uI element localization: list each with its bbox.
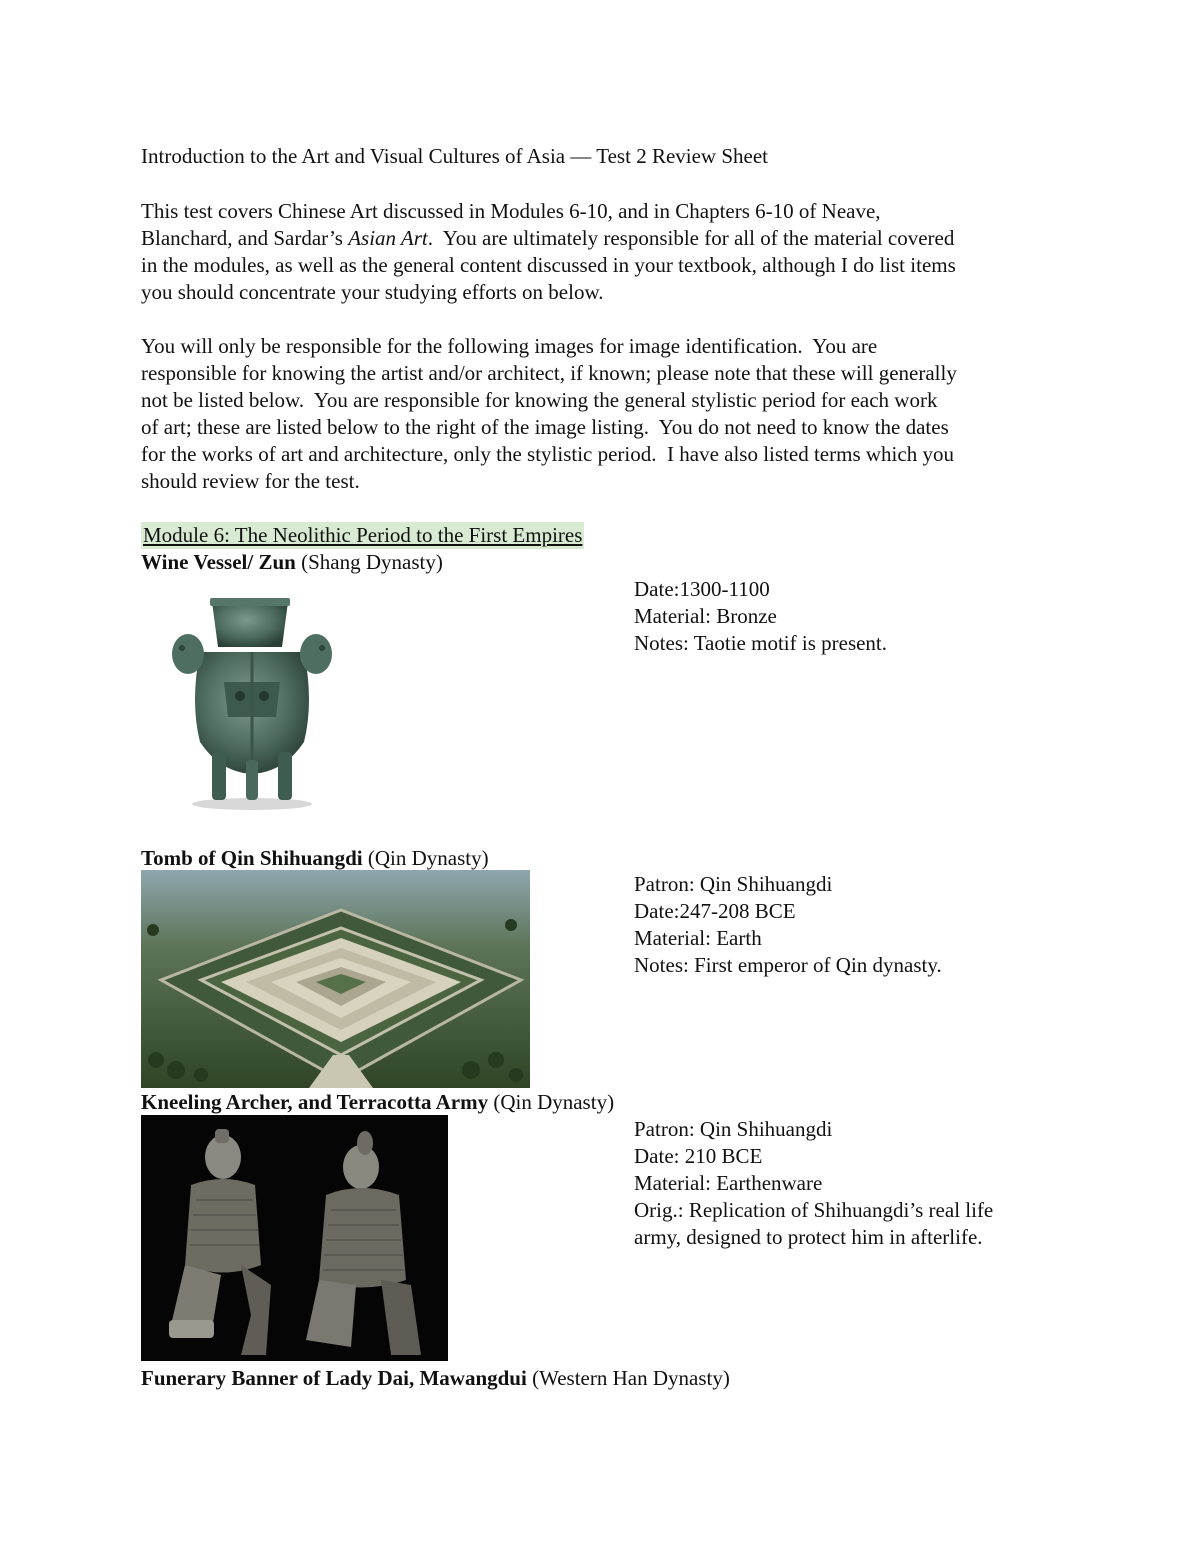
note-line: Date:247-208 BCE xyxy=(634,899,796,923)
intro-text: . You are ultimately responsible for all of the material covered xyxy=(427,226,955,250)
note-line: Patron: Qin Shihuangdi xyxy=(634,872,833,896)
intro-text: Blanchard, and Sardar’s xyxy=(141,226,349,250)
module-heading: Module 6: The Neolithic Period to the First Empires xyxy=(143,523,583,547)
artwork-heading xyxy=(141,1365,730,1392)
intro-line: in the modules, as well as the general content discussed in your textbook, although I do list items xyxy=(141,253,956,277)
instructions-line: for the works of art and architecture, only the stylistic period. I have also listed terms which you xyxy=(141,442,954,466)
instructions-line: responsible for knowing the artist and/or architect, if known; please note that these will generally xyxy=(141,361,957,385)
instructions-line: not be listed below. You are responsible for knowing the general stylistic period for each work xyxy=(141,388,938,412)
artwork-heading xyxy=(141,549,443,576)
note-line: Patron: Qin Shihuangdi xyxy=(634,1117,833,1141)
intro-line: you should concentrate your studying efforts on below. xyxy=(141,280,604,304)
artwork-period: (Qin Dynasty) xyxy=(362,846,489,870)
intro-paragraph xyxy=(141,198,1071,306)
artwork-notes xyxy=(634,1116,993,1251)
artwork-heading xyxy=(141,845,489,872)
note-line: Notes: First emperor of Qin dynasty. xyxy=(634,953,942,977)
instructions-paragraph xyxy=(141,333,1071,495)
artwork-name: Tomb of Qin Shihuangdi xyxy=(141,846,363,870)
instructions-line: of art; these are listed below to the right of the image listing. You do not need to know the dates xyxy=(141,415,949,439)
page-title: Introduction to the Art and Visual Cultures of Asia — Test 2 Review Sheet xyxy=(141,144,768,168)
intro-line: This test covers Chinese Art discussed in Modules 6-10, and in Chapters 6-10 of Neave, xyxy=(141,199,881,223)
artwork-period: (Western Han Dynasty) xyxy=(526,1366,730,1390)
note-line: Notes: Taotie motif is present. xyxy=(634,631,888,655)
note-line: Material: Bronze xyxy=(634,604,777,628)
note-line: army, designed to protect him in afterlife. xyxy=(634,1225,983,1249)
wine-vessel-image xyxy=(160,592,340,812)
kneeling-archer-image xyxy=(141,1115,448,1361)
qin-tomb-image xyxy=(141,870,530,1088)
artwork-notes xyxy=(634,576,887,657)
instructions-line: should review for the test. xyxy=(141,469,360,493)
note-line: Date: 210 BCE xyxy=(634,1144,763,1168)
artwork-period: (Shang Dynasty) xyxy=(295,550,443,574)
artwork-name: Kneeling Archer, and Terracotta Army xyxy=(141,1090,489,1114)
artwork-heading xyxy=(141,1089,614,1116)
instructions-line: You will only be responsible for the following images for image identification. You are xyxy=(141,334,878,358)
artwork-name: Funerary Banner of Lady Dai, Mawangdui xyxy=(141,1366,527,1390)
intro-line xyxy=(141,225,1071,252)
artwork-notes xyxy=(634,871,942,979)
artwork-period: (Qin Dynasty) xyxy=(488,1090,615,1114)
artwork-name: Wine Vessel/ Zun xyxy=(141,550,296,574)
note-line: Material: Earth xyxy=(634,926,762,950)
textbook-title: Asian Art xyxy=(348,226,428,250)
note-line: Date:1300-1100 xyxy=(634,577,770,601)
note-line: Material: Earthenware xyxy=(634,1171,823,1195)
note-line: Orig.: Replication of Shihuangdi’s real life xyxy=(634,1198,994,1222)
